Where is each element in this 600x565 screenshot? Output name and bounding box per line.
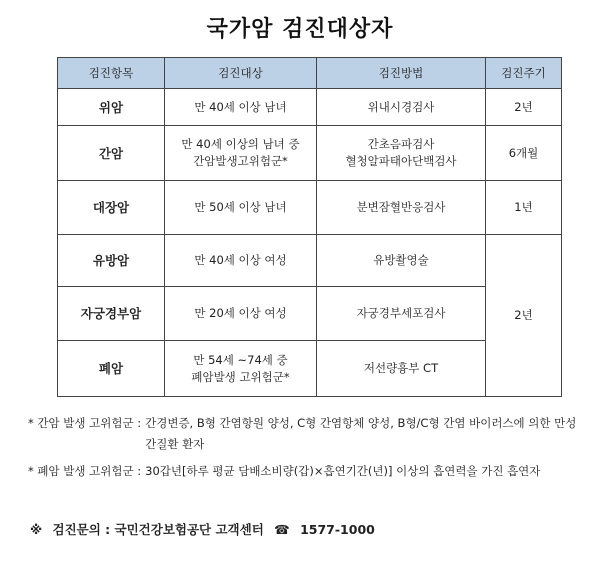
table-row: [58, 235, 562, 287]
footnote-liver: [28, 413, 588, 455]
row-method: 간초음파검사 혈청알파태아단백검사: [317, 126, 486, 181]
row-item: 폐암: [58, 341, 165, 397]
screening-table: [57, 57, 562, 397]
col-header-item: 검진항목: [58, 58, 165, 89]
footnote-lung: [28, 461, 588, 482]
row-target: 만 54세 ~74세 중 폐암발생 고위험군*: [165, 341, 317, 397]
row-target: 만 50세 이상 남녀: [165, 181, 317, 235]
row-method: 저선량흉부 CT: [317, 341, 486, 397]
row-item: 유방암: [58, 235, 165, 287]
row-target: 만 20세 이상 여성: [165, 287, 317, 341]
row-method: 유방촬영술: [317, 235, 486, 287]
row-cycle-merged: 2년: [486, 235, 562, 397]
table-row: [58, 89, 562, 126]
row-item: 대장암: [58, 181, 165, 235]
row-cycle: 6개월: [486, 126, 562, 181]
reference-mark-icon: ※: [30, 522, 43, 537]
row-item: 간암: [58, 126, 165, 181]
phone-number: 1577-1000: [300, 522, 375, 537]
row-target: 만 40세 이상 여성: [165, 235, 317, 287]
col-header-method: 검진방법: [317, 58, 486, 89]
footnote-key: * 간암 발생 고위험군 :: [28, 416, 142, 430]
phone-icon: ☎: [274, 522, 290, 537]
footnote-text: 간경변증, B형 간염항원 양성, C형 간염항체 양성, B형/C형 간염 바이러스에 의한 만성 간질환 환자: [145, 416, 577, 451]
footnotes: [28, 413, 588, 488]
table-row: [58, 126, 562, 181]
page-title: 국가암 검진대상자: [206, 17, 394, 42]
row-cycle: 2년: [486, 89, 562, 126]
row-item: 자궁경부암: [58, 287, 165, 341]
row-method: 자궁경부세포검사: [317, 287, 486, 341]
col-header-cycle: 검진주기: [486, 58, 562, 89]
footnote-text: 30갑년[하루 평균 담배소비량(갑)×흡연기간(년)] 이상의 흡연력을 가진 흡연자: [145, 464, 541, 478]
row-target: 만 40세 이상의 남녀 중 간암발생고위험군*: [165, 126, 317, 181]
contact-info: [30, 520, 381, 538]
table-header-row: [58, 58, 562, 89]
row-item: 위암: [58, 89, 165, 126]
footnote-key: * 폐암 발생 고위험군 :: [28, 464, 142, 478]
row-cycle: 1년: [486, 181, 562, 235]
table-row: [58, 181, 562, 235]
row-method: 분변잠혈반응검사: [317, 181, 486, 235]
col-header-target: 검진대상: [165, 58, 317, 89]
contact-label: 검진문의 : 국민건강보험공단 고객센터: [52, 522, 264, 537]
row-target: 만 40세 이상 남녀: [165, 89, 317, 126]
row-method: 위내시경검사: [317, 89, 486, 126]
